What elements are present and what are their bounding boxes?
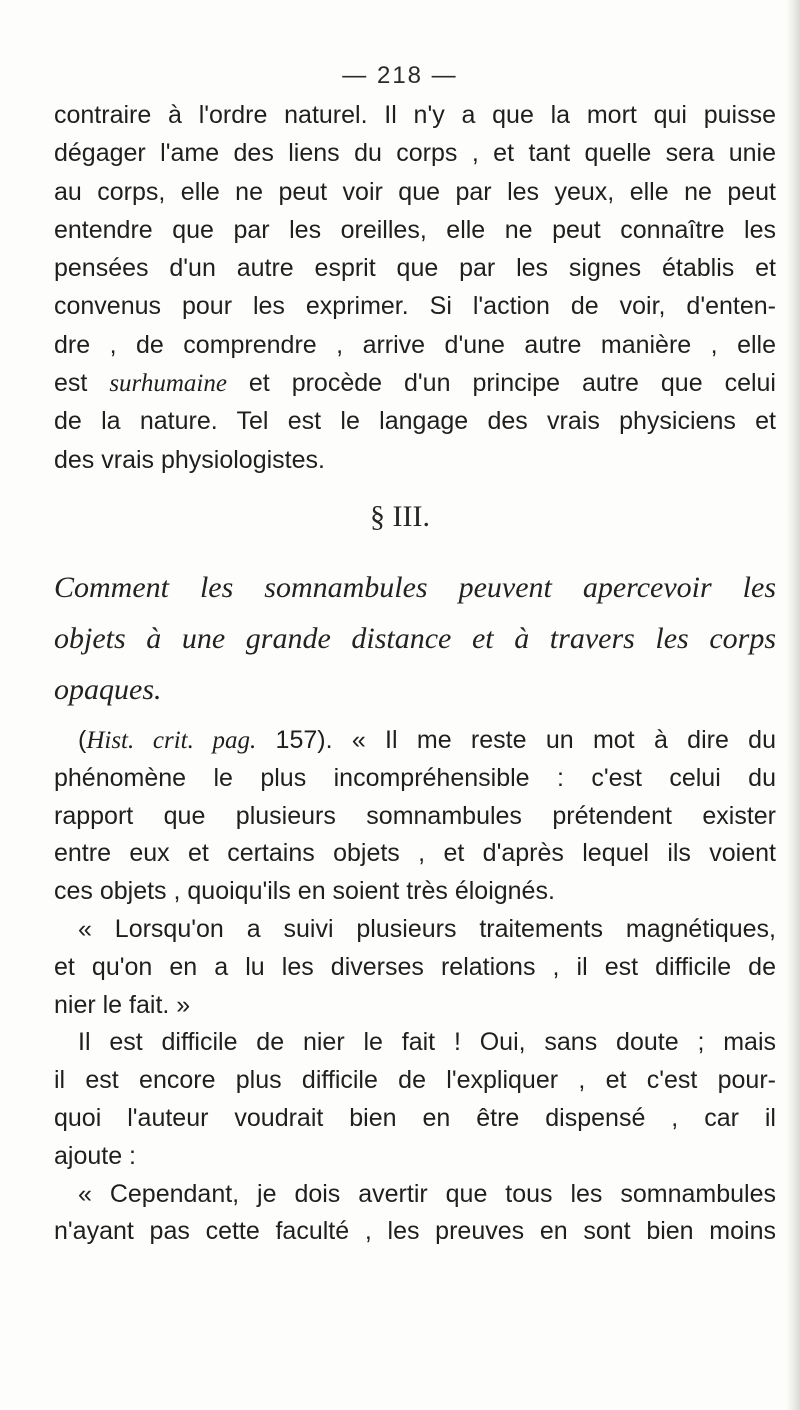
text-line: de la nature. Tel est le langage des vrais physiciens et: [54, 407, 776, 436]
text-line: « Lorsqu'on a suivi plusieurs traitements magnétiques,: [78, 914, 776, 943]
text-line: et qu'on en a lu les diverses relations , il est difficile de: [54, 952, 776, 981]
text-line: « Cependant, je dois avertir que tous les somnambules: [78, 1179, 776, 1208]
citation-italic: Hist. crit. pag.: [86, 727, 257, 754]
text-line: contraire à l'ordre naturel. Il n'y a que la mort qui puisse: [54, 101, 776, 129]
text-fragment: (: [78, 726, 87, 754]
page-edge-shadow: [786, 0, 800, 1410]
text-line-with-italic: [54, 364, 776, 402]
text-fragment: est: [54, 369, 110, 398]
text-line: n'ayant pas cette faculté , les preuves en sont bien moins: [54, 1217, 776, 1246]
text-line: phénomène le plus incompréhensible : c'est celui du: [54, 763, 776, 792]
text-line: ces objets , quoiqu'ils en soient très éloignés.: [54, 877, 555, 906]
body-continuation: [54, 722, 776, 1251]
text-line: quoi l'auteur voudrait bien en être dispensé , car il: [54, 1103, 776, 1132]
text-line: des vrais physiologistes.: [54, 445, 325, 474]
text-line: Il est difficile de nier le fait ! Oui, sans doute ; mais: [78, 1028, 776, 1057]
heading-line: Comment les somnambules peuvent apercevoir les: [54, 571, 776, 604]
text-line: rapport que plusieurs somnambules prétendent exister: [54, 801, 776, 830]
heading-line: objets à une grande distance et à travers les corps: [54, 622, 776, 655]
text-fragment: 157). « Il me reste un mot à dire du: [256, 726, 776, 754]
section-number: § III.: [370, 500, 430, 533]
text-line: entendre que par les oreilles, elle ne peut connaître les: [54, 215, 776, 244]
text-line: dre , de comprendre , arrive d'une autre manière , elle: [54, 330, 776, 359]
italic-word: surhumaine: [109, 370, 227, 398]
text-line: nier le fait. »: [54, 990, 191, 1019]
text-line: convenus pour les exprimer. Si l'action de voir, d'enten-: [54, 292, 776, 321]
text-line: dégager l'ame des liens du corps , et tant quelle sera unie: [54, 139, 776, 168]
text-line: pensées d'un autre esprit que par les signes établis et: [54, 254, 776, 283]
page-number-header: — 218 —: [342, 62, 458, 89]
paragraph-1: [54, 96, 776, 479]
text-line: entre eux et certains objets , et d'après lequel ils voient: [54, 839, 776, 868]
text-fragment: et procède d'un principe autre que celui: [226, 369, 776, 398]
text-line: au corps, elle ne peut voir que par les yeux, elle ne peut: [54, 177, 776, 206]
text-line: il est encore plus difficile de l'expliquer , et c'est pour-: [54, 1066, 776, 1095]
citation-line: [54, 722, 776, 760]
text-line: ajoute :: [54, 1141, 137, 1170]
heading-line: opaques.: [54, 673, 162, 706]
section-heading: [54, 562, 776, 715]
